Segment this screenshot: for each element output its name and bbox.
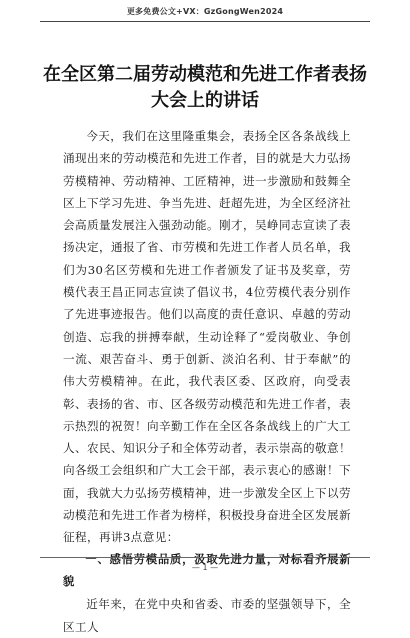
footer-divider xyxy=(40,557,370,558)
body-paragraph: 近年来，在党中央和省委、市委的坚强领导下，全区工人 xyxy=(63,597,351,634)
body-paragraph: 今天，我们在这里隆重集会，表扬全区各条战线上涌现出来的劳动模范和先进工作者，目的就是大力弘扬劳模精神、劳动精神、工匠精神，进一步激励和鼓舞全区上下学习先进、争当先进、赶超先进，为全区经济社会高质量发展注入强劲动能。刚才，吴峥同志宣读了表扬决定，通报了省、市劳模和先进工作者人员名单，我们为30名区劳模和先进工作者颁发了证书及奖章，劳模代表王昌正同志宣读了倡议书，4位劳模代表分别作了先进事迹报告。他们以高度的责任意识、卓越的劳动创造、忘我的拼搏奉献，生动诠释了“爱岗敬业、争创一流、艰苦奋斗、勇于创新、淡泊名利、甘于奉献”的伟大劳模精神。在此，我代表区委、区政府，向受表彰、表扬的省、市、区各级劳动模范和先进工作者，表示热烈的祝贺！向辛勤工作在全区各条战线上的广大工人、农民、知识分子和全体劳动者，表示崇高的敬意！向各级工会组织和广大工会干部，表示衷心的感谢！下面，我就大力弘扬劳模精神，进一步激发全区上下以劳动模范和先进工作者为榜样，积极投身奋进全区发展新征程，再讲3点意见： xyxy=(63,129,351,545)
header-banner: 更多免费公文+VX：GzGongWen2024 xyxy=(126,7,284,16)
document-title: 在全区第二届劳动模范和先进工作者表扬大会上的讲话 xyxy=(43,64,367,111)
header-divider xyxy=(40,21,370,22)
document-body xyxy=(63,125,351,638)
page-number: — 1 — xyxy=(191,563,219,572)
section-heading: 一、感悟劳模品质，汲取先进力量，对标看齐展新貌 xyxy=(63,552,351,588)
